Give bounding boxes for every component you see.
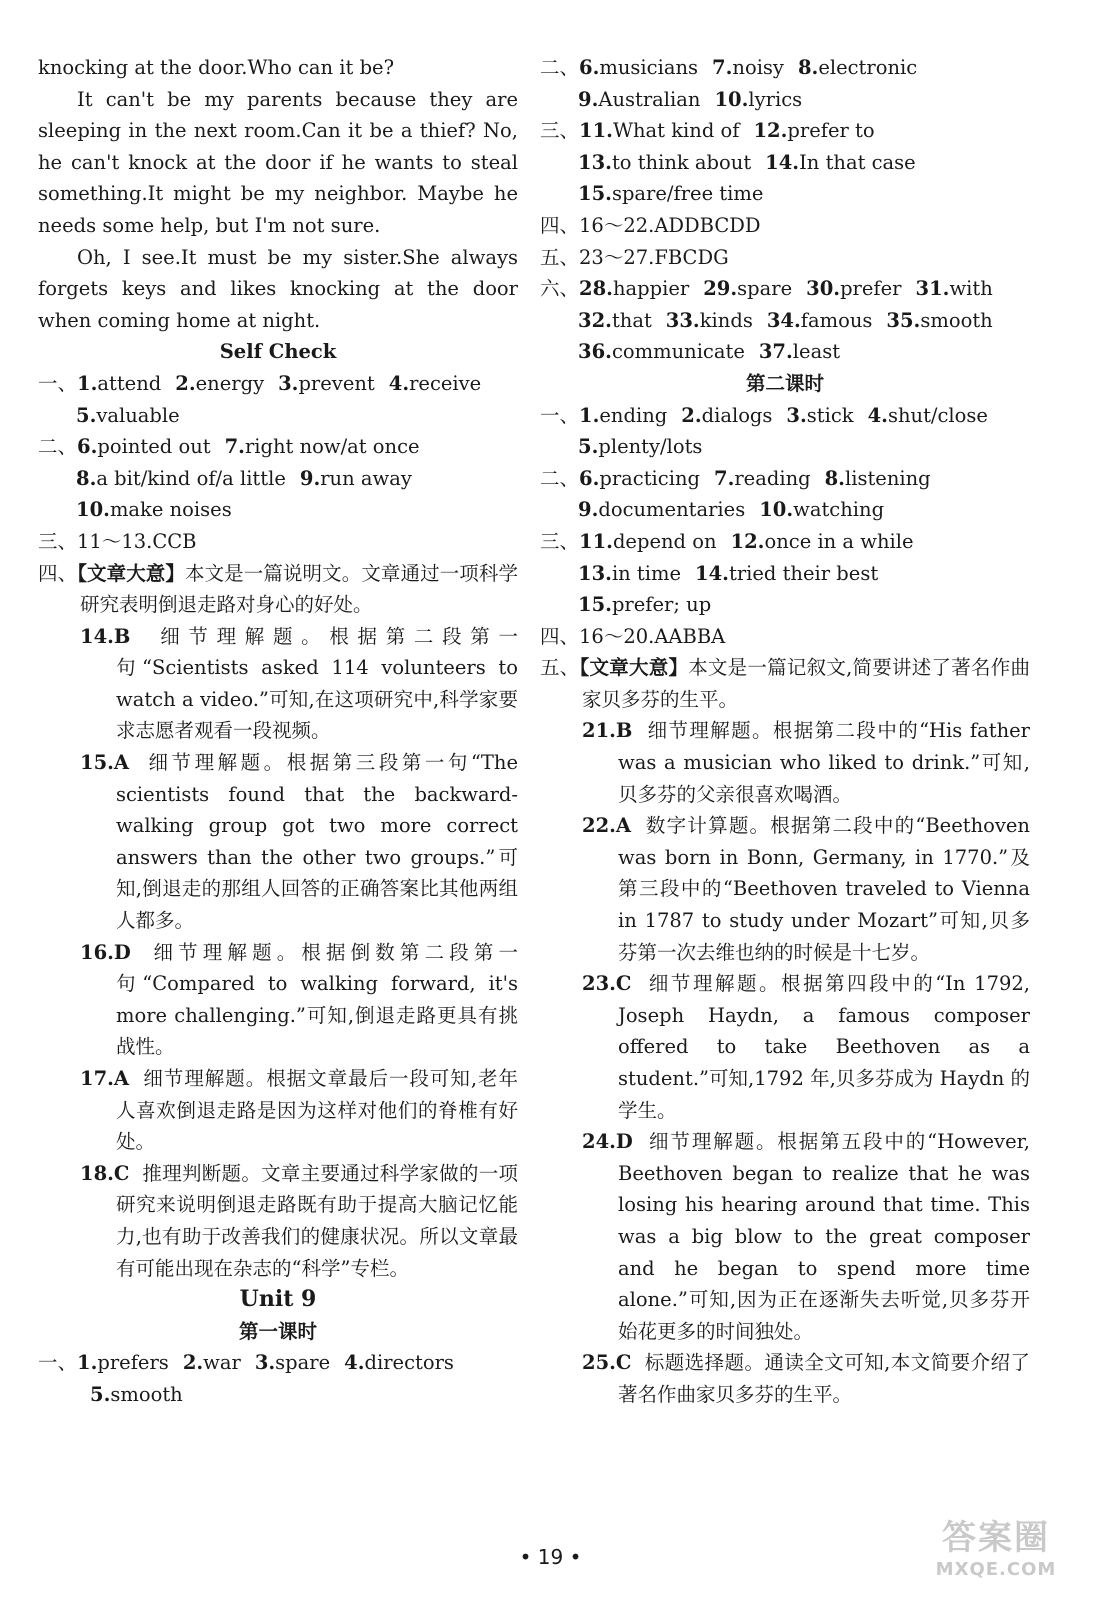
passage-summary: 四、【文章大意】本文是一篇说明文。文章通过一项科学研究表明倒退走路对身心的好处。 xyxy=(38,561,518,617)
answer-line: 一、1.ending 2.dialogs 3.stick 4.shut/close xyxy=(540,403,988,427)
answer-line: 二、6.pointed out 7.right now/at once xyxy=(38,435,420,459)
page-number: • 19 • xyxy=(519,1545,582,1569)
left-column xyxy=(38,52,518,1411)
answer-line: 32.that 33.kinds 34.famous 35.smooth xyxy=(578,308,993,332)
answer-line: 二、6.practicing 7.reading 8.listening xyxy=(540,466,931,490)
answer-line: 5.valuable xyxy=(76,403,180,427)
question-explanation: 24.D 细节理解题。根据第五段中的“However, Beethoven began to realize that he was losing his hearing around that time. This was a big blow to the great composer and he began to spend more time alone.”可知,因为正在逐渐失去听觉,贝多芬开始花更多的时间独处。 xyxy=(582,1130,1030,1343)
answer-line: 三、11.What kind of 12.prefer to xyxy=(540,119,875,143)
lesson-title: 第一课时 xyxy=(238,1319,317,1343)
answer-line: 9.documentaries 10.watching xyxy=(578,498,885,522)
question-explanation: 15.A 细节理解题。根据第三段第一句“The scientists found that the backward-walking group got two more correct answers than the other two groups.”可知,倒退走的那组人回答的正确答案比其他两组人都多。 xyxy=(80,751,519,933)
answer-line: 一、1.prefers 2.war 3.spare 4.directors xyxy=(38,1351,454,1375)
story-paragraph: Oh, I see.It must be my sister.She always forgets keys and likes knocking at the door when coming home at night. xyxy=(38,245,518,332)
answer-line: 5.plenty/lots xyxy=(578,435,703,459)
answer-line: 36.communicate 37.least xyxy=(578,340,841,364)
answer-line: 15.prefer; up xyxy=(578,593,712,617)
answer-line: 13.in time 14.tried their best xyxy=(578,561,879,585)
answer-line: 9.Australian 10.lyrics xyxy=(578,87,803,111)
question-explanation: 18.C 推理判断题。文章主要通过科学家做的一项研究来说明倒退走路既有助于提高大脑记忆能力,也有助于改善我们的健康状况。所以文章最有可能出现在杂志的“科学”专栏。 xyxy=(80,1161,518,1280)
section-title-self-check: Self Check xyxy=(219,340,337,364)
right-column xyxy=(540,52,1030,1411)
question-explanation: 22.A 数字计算题。根据第二段中的“Beethoven was born in Bonn, Germany, in 1770.”及第三段中的“Beethoven traveled to Vienna in 1787 to study under Mozart”可知,贝多芬第一次去维也纳的时候是十七岁。 xyxy=(582,814,1030,964)
answer-line: 六、28.happier 29.spare 30.prefer 31.with xyxy=(540,277,993,301)
answer-line: 一、1.attend 2.energy 3.prevent 4.receive xyxy=(38,371,482,395)
passage-summary: 五、【文章大意】本文是一篇记叙文,简要讲述了著名作曲家贝多芬的生平。 xyxy=(540,656,1030,711)
answer-line: 10.make noises xyxy=(76,498,232,522)
answer-line: 13.to think about 14.In that case xyxy=(578,150,916,174)
lesson-title: 第二课时 xyxy=(745,371,824,395)
unit-title: Unit 9 xyxy=(239,1286,317,1313)
question-explanation: 21.B 细节理解题。根据第二段中的“His father was a musician who liked to drink.”可知,贝多芬的父亲很喜欢喝酒。 xyxy=(582,719,1030,806)
answer-line: 三、11～13.CCB xyxy=(38,529,197,553)
answer-line: 二、6.musicians 7.noisy 8.electronic xyxy=(540,56,918,79)
question-explanation: 14.B 细节理解题。根据第二段第一句“Scientists asked 114 volunteers to watch a video.”可知,在这项研究中,科学家要求志愿者观看一段视频。 xyxy=(80,624,518,743)
question-explanation: 23.C 细节理解题。根据第四段中的“In 1792, Joseph Haydn, a famous composer offered to take Beethoven as a student.”可知,1792 年,贝多芬成为 Haydn 的学生。 xyxy=(582,972,1030,1122)
question-explanation: 17.A 细节理解题。根据文章最后一段可知,老年人喜欢倒退走路是因为这样对他们的脊椎有好处。 xyxy=(80,1067,519,1154)
question-explanation: 16.D 细节理解题。根据倒数第二段第一句“Compared to walking forward, it's more challenging.”可知,倒退走路更具有挑战性。 xyxy=(80,940,518,1059)
answer-line: 5.smooth xyxy=(90,1382,183,1406)
answer-line: 四、16～20.AABBA xyxy=(540,624,726,648)
watermark-logo: 答案圈 MXQE.COM xyxy=(935,1518,1057,1580)
story-paragraph: It can't be my parents because they are sleeping in the next room.Can it be a thief? No, he can't knock at the door if he wants to steal something.It might be my neighbor. Maybe he needs some help, but I'm not sure. xyxy=(38,87,518,237)
answer-line: 五、23～27.FBCDG xyxy=(540,245,729,269)
answer-line: 四、16～22.ADDBCDD xyxy=(540,213,761,237)
answer-line: 三、11.depend on 12.once in a while xyxy=(540,529,914,553)
story-line: knocking at the door.Who can it be? xyxy=(38,56,395,79)
answer-line: 15.spare/free time xyxy=(578,182,764,206)
question-explanation: 25.C 标题选择题。通读全文可知,本文简要介绍了著名作曲家贝多芬的生平。 xyxy=(582,1351,1030,1406)
answer-line: 8.a bit/kind of/a little 9.run away xyxy=(76,466,412,490)
